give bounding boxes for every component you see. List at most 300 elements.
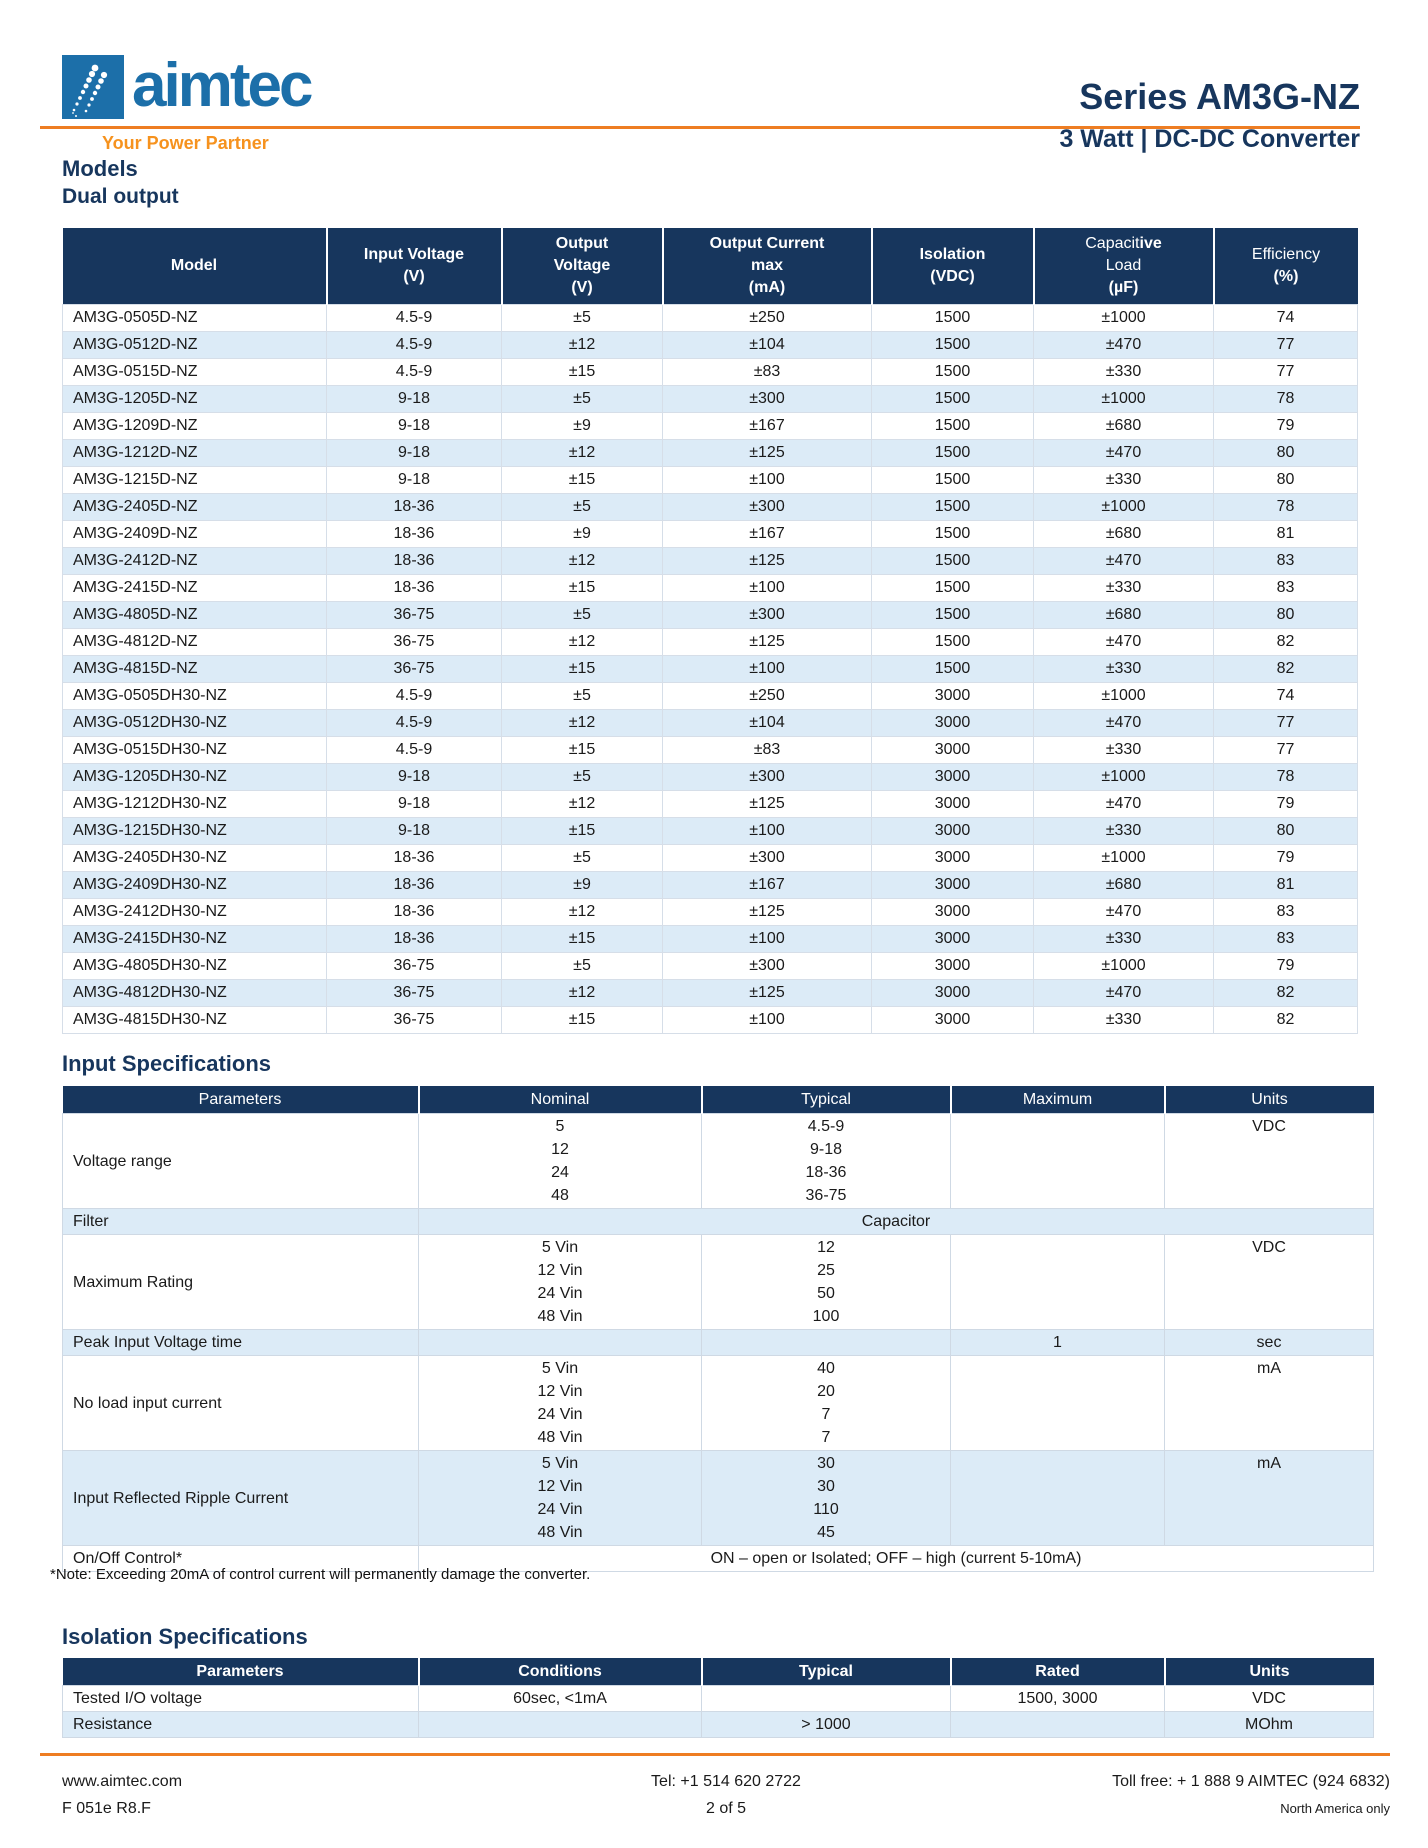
typical-value: 9-18 (809, 1141, 843, 1158)
efficiency-cell: 74 (1214, 683, 1358, 710)
units-value: MOhm (1245, 1716, 1293, 1733)
efficiency-cell: 80 (1214, 467, 1358, 494)
output-voltage-cell: ±5 (502, 764, 663, 791)
typical-cell (702, 1712, 951, 1738)
output-voltage-cell: ±15 (502, 737, 663, 764)
efficiency-cell: 80 (1214, 440, 1358, 467)
output-current-cell: ±100 (663, 1007, 872, 1034)
efficiency-cell: 74 (1214, 305, 1358, 332)
model-cell: AM3G-4815DH30-NZ (63, 1007, 327, 1034)
output-current-cell: ±100 (663, 467, 872, 494)
units-cell (1165, 1235, 1374, 1330)
header-text: (V) (571, 279, 593, 296)
capacitive-load-cell: ±330 (1034, 656, 1214, 683)
efficiency-cell: 81 (1214, 872, 1358, 899)
output-voltage-cell: ±9 (502, 413, 663, 440)
models-table-row (63, 1007, 1358, 1034)
parameter-cell: Resistance (63, 1712, 419, 1738)
efficiency-cell: 78 (1214, 494, 1358, 521)
models-table-row (63, 656, 1358, 683)
nominal-value: 48 Vin (537, 1524, 583, 1541)
models-table-row (63, 764, 1358, 791)
model-cell: AM3G-2409DH30-NZ (63, 872, 327, 899)
model-cell: AM3G-1212DH30-NZ (63, 791, 327, 818)
capacitive-load-cell: ±1000 (1034, 494, 1214, 521)
models-table-header-row (63, 228, 1358, 305)
capacitive-load-cell: ±330 (1034, 467, 1214, 494)
typical-value: 100 (812, 1308, 840, 1325)
models-table-row (63, 521, 1358, 548)
isolation-cell: 1500 (872, 386, 1034, 413)
typical-column-header: Typical (702, 1086, 951, 1114)
units-value: mA (1257, 1360, 1281, 1377)
models-table-row (63, 899, 1358, 926)
output-voltage-cell: ±15 (502, 575, 663, 602)
capacitive-load-cell: ±680 (1034, 521, 1214, 548)
units-cell (1165, 1686, 1374, 1712)
typical-value: 7 (821, 1429, 831, 1446)
output-current-cell: ±100 (663, 818, 872, 845)
output-voltage-cell: ±15 (502, 926, 663, 953)
capacitive-load-cell: ±470 (1034, 899, 1214, 926)
capacitive-load-cell: ±680 (1034, 413, 1214, 440)
footer-right (947, 1768, 1390, 1822)
typical-cell (702, 1356, 951, 1451)
capacitive-load-cell: ±1000 (1034, 305, 1214, 332)
input-voltage-cell: 4.5-9 (327, 737, 502, 764)
footer-left (40, 1768, 505, 1822)
capacitive-load-cell: ±1000 (1034, 683, 1214, 710)
models-table-row (63, 737, 1358, 764)
isolation-cell: 3000 (872, 845, 1034, 872)
header-text: Voltage (553, 257, 611, 274)
maximum-cell (951, 1330, 1165, 1356)
model-cell: AM3G-4805D-NZ (63, 602, 327, 629)
efficiency-cell: 79 (1214, 413, 1358, 440)
logo-tagline: Your Power Partner (102, 133, 269, 153)
output-voltage-cell: ±5 (502, 683, 663, 710)
maximum-cell (951, 1114, 1165, 1209)
maximum-cell (951, 1356, 1165, 1451)
efficiency-cell: 79 (1214, 845, 1358, 872)
nominal-cell (419, 1356, 702, 1451)
model-cell: AM3G-4805DH30-NZ (63, 953, 327, 980)
footer-center (505, 1768, 948, 1822)
isolation-cell: 3000 (872, 953, 1034, 980)
output-voltage-cell: ±5 (502, 305, 663, 332)
header-text: max (750, 257, 784, 274)
model-cell: AM3G-1209D-NZ (63, 413, 327, 440)
footer-doc-ref: F 051e R8.F (62, 1800, 151, 1817)
capacitive-load-cell: ±680 (1034, 602, 1214, 629)
efficiency-cell: 80 (1214, 602, 1358, 629)
model-cell: AM3G-0505D-NZ (63, 305, 327, 332)
output-voltage-cell: ±15 (502, 818, 663, 845)
models-table-row (63, 332, 1358, 359)
capacitive-load-cell: ±470 (1034, 710, 1214, 737)
rated-value: 1500, 3000 (1017, 1690, 1098, 1707)
efficiency-cell: 77 (1214, 737, 1358, 764)
spec-row (63, 1330, 1374, 1356)
efficiency-column-header (1214, 228, 1358, 305)
spec-row (63, 1686, 1374, 1712)
typical-cell (702, 1686, 951, 1712)
efficiency-cell: 81 (1214, 521, 1358, 548)
parameter-cell: Peak Input Voltage time (63, 1330, 419, 1356)
capacitive-load-cell: ±1000 (1034, 386, 1214, 413)
input-voltage-cell: 18-36 (327, 845, 502, 872)
isolation-cell: 3000 (872, 818, 1034, 845)
maximum-column-header: Maximum (951, 1086, 1165, 1114)
output-voltage-cell: ±12 (502, 791, 663, 818)
nominal-value: 48 Vin (537, 1429, 583, 1446)
isolation-cell: 1500 (872, 332, 1034, 359)
efficiency-cell: 80 (1214, 818, 1358, 845)
output-voltage-cell: ±12 (502, 629, 663, 656)
spec-row (63, 1356, 1374, 1451)
isolation-cell: 1500 (872, 413, 1034, 440)
parameter-cell: Tested I/O voltage (63, 1686, 419, 1712)
isolation-cell: 1500 (872, 359, 1034, 386)
nominal-value: 5 (555, 1118, 565, 1135)
isolation-cell: 3000 (872, 737, 1034, 764)
input-specs-table (62, 1086, 1374, 1572)
efficiency-cell: 83 (1214, 926, 1358, 953)
model-cell: AM3G-1205D-NZ (63, 386, 327, 413)
footer-tel: Tel: +1 514 620 2722 (651, 1773, 801, 1790)
model-cell: AM3G-4812D-NZ (63, 629, 327, 656)
output-current-cell: ±300 (663, 764, 872, 791)
model-cell: AM3G-2405DH30-NZ (63, 845, 327, 872)
models-table-row (63, 683, 1358, 710)
output-voltage-cell: ±15 (502, 467, 663, 494)
footer-page-number: 2 of 5 (705, 1800, 747, 1817)
input-voltage-column-header (327, 228, 502, 305)
input-voltage-cell: 9-18 (327, 386, 502, 413)
output-voltage-cell: ±15 (502, 1007, 663, 1034)
typical-value: > 1000 (801, 1716, 851, 1733)
input-voltage-cell: 36-75 (327, 1007, 502, 1034)
output-voltage-cell: ±12 (502, 548, 663, 575)
isolation-cell: 3000 (872, 791, 1034, 818)
parameter-cell: Filter (63, 1209, 419, 1235)
input-voltage-cell: 18-36 (327, 872, 502, 899)
capacitive-load-cell: ±1000 (1034, 953, 1214, 980)
capacitive-load-cell: ±1000 (1034, 764, 1214, 791)
models-heading: Models (62, 156, 138, 181)
efficiency-cell: 82 (1214, 1007, 1358, 1034)
isolation-cell: 1500 (872, 494, 1034, 521)
output-voltage-cell: ±9 (502, 521, 663, 548)
models-table-row (63, 494, 1358, 521)
typical-value: 30 (817, 1455, 835, 1472)
input-voltage-cell: 18-36 (327, 926, 502, 953)
models-table-row (63, 467, 1358, 494)
output-current-cell: ±125 (663, 440, 872, 467)
capacitive-load-column-header (1034, 228, 1214, 305)
nominal-value: 12 Vin (537, 1262, 583, 1279)
models-table-row (63, 386, 1358, 413)
nominal-cell (419, 1330, 702, 1356)
capacitive-load-cell: ±330 (1034, 818, 1214, 845)
input-voltage-cell: 4.5-9 (327, 305, 502, 332)
models-table-row (63, 575, 1358, 602)
model-cell: AM3G-0512D-NZ (63, 332, 327, 359)
units-cell (1165, 1356, 1374, 1451)
header-text: Input Voltage (363, 246, 465, 263)
model-cell: AM3G-2412D-NZ (63, 548, 327, 575)
input-voltage-cell: 36-75 (327, 629, 502, 656)
parameter-cell: Voltage range (63, 1114, 419, 1209)
models-table-row (63, 872, 1358, 899)
nominal-value: 12 Vin (537, 1383, 583, 1400)
models-table (62, 228, 1358, 1034)
title-block (1059, 76, 1360, 154)
efficiency-cell: 78 (1214, 764, 1358, 791)
output-current-cell: ±100 (663, 656, 872, 683)
model-cell: AM3G-1215DH30-NZ (63, 818, 327, 845)
typical-value: 7 (821, 1406, 831, 1423)
output-current-cell: ±104 (663, 710, 872, 737)
output-voltage-cell: ±5 (502, 386, 663, 413)
header-text: Load (1105, 257, 1142, 274)
output-current-cell: ±300 (663, 494, 872, 521)
model-cell: AM3G-2409D-NZ (63, 521, 327, 548)
footer-toll-free: Toll free: + 1 888 9 AIMTEC (924 6832) (1112, 1773, 1391, 1790)
parameter-cell: On/Off Control* (63, 1546, 419, 1572)
models-table-row (63, 305, 1358, 332)
control-current-note: *Note: Exceeding 20mA of control current will permanently damage the converter. (50, 1566, 591, 1583)
model-cell: AM3G-2405D-NZ (63, 494, 327, 521)
header-text: ive (1139, 235, 1162, 252)
nominal-value: 48 Vin (537, 1308, 583, 1325)
typical-cell (702, 1235, 951, 1330)
header-text: Capacit (1085, 235, 1140, 252)
output-current-cell: ±83 (663, 359, 872, 386)
isolation-cell: 1500 (872, 575, 1034, 602)
input-voltage-cell: 18-36 (327, 899, 502, 926)
models-table-row (63, 926, 1358, 953)
nominal-value: 12 Vin (537, 1478, 583, 1495)
output-voltage-cell: ±15 (502, 656, 663, 683)
header-text: (V) (403, 268, 425, 285)
header-text: (VDC) (930, 268, 975, 285)
spec-row (63, 1451, 1374, 1546)
output-voltage-cell: ±5 (502, 602, 663, 629)
series-subtitle: 3 Watt | DC-DC Converter (1059, 125, 1360, 154)
output-current-cell: ±167 (663, 413, 872, 440)
units-value: VDC (1252, 1690, 1286, 1707)
rated-column-header: Rated (951, 1658, 1165, 1686)
parameters-column-header: Parameters (63, 1086, 419, 1114)
input-voltage-cell: 36-75 (327, 602, 502, 629)
input-voltage-cell: 18-36 (327, 575, 502, 602)
units-cell (1165, 1330, 1374, 1356)
capacitive-load-cell: ±330 (1034, 737, 1214, 764)
maximum-cell (951, 1235, 1165, 1330)
nominal-value: 24 Vin (537, 1285, 583, 1302)
isolation-cell: 1500 (872, 656, 1034, 683)
efficiency-cell: 82 (1214, 629, 1358, 656)
capacitive-load-cell: ±330 (1034, 1007, 1214, 1034)
typical-value: 12 (817, 1239, 835, 1256)
input-voltage-cell: 9-18 (327, 791, 502, 818)
output-voltage-cell: ±15 (502, 359, 663, 386)
input-voltage-cell: 36-75 (327, 656, 502, 683)
isolation-cell: 1500 (872, 440, 1034, 467)
typical-value: 110 (813, 1501, 839, 1518)
conditions-value: 60sec, <1mA (513, 1690, 607, 1707)
series-title: Series AM3G-NZ (1079, 76, 1360, 117)
aimtec-logo-icon (62, 55, 124, 119)
units-value: VDC (1252, 1239, 1286, 1256)
span-value-cell: ON – open or Isolated; OFF – high (current 5-10mA) (419, 1546, 1374, 1572)
model-cell: AM3G-2412DH30-NZ (63, 899, 327, 926)
spec-row (63, 1114, 1374, 1209)
input-specs-header-row (63, 1086, 1374, 1114)
isolation-cell: 3000 (872, 683, 1034, 710)
capacitive-load-cell: ±470 (1034, 548, 1214, 575)
output-voltage-cell: ±12 (502, 899, 663, 926)
isolation-cell: 1500 (872, 548, 1034, 575)
input-voltage-cell: 4.5-9 (327, 332, 502, 359)
input-voltage-cell: 9-18 (327, 764, 502, 791)
isolation-cell: 1500 (872, 305, 1034, 332)
capacitive-load-cell: ±470 (1034, 440, 1214, 467)
models-table-row (63, 953, 1358, 980)
input-voltage-cell: 18-36 (327, 494, 502, 521)
typical-value: 25 (817, 1262, 835, 1279)
models-table-row (63, 602, 1358, 629)
output-current-cell: ±100 (663, 926, 872, 953)
efficiency-cell: 82 (1214, 980, 1358, 1007)
output-voltage-cell: ±9 (502, 872, 663, 899)
header-text: Efficiency (1251, 246, 1321, 263)
isolation-cell: 1500 (872, 521, 1034, 548)
model-cell: AM3G-4815D-NZ (63, 656, 327, 683)
output-current-cell: ±100 (663, 575, 872, 602)
conditions-cell (419, 1686, 702, 1712)
rated-cell (951, 1712, 1165, 1738)
nominal-value: 24 (551, 1164, 569, 1181)
output-current-column-header (663, 228, 872, 305)
models-table-row (63, 710, 1358, 737)
isolation-cell: 3000 (872, 764, 1034, 791)
nominal-value: 5 Vin (541, 1239, 579, 1256)
units-value: sec (1256, 1334, 1282, 1351)
models-table-row (63, 629, 1358, 656)
units-value: mA (1257, 1455, 1281, 1472)
model-column-header (63, 228, 327, 305)
output-current-cell: ±125 (663, 791, 872, 818)
isolation-cell: 1500 (872, 602, 1034, 629)
efficiency-cell: 83 (1214, 575, 1358, 602)
input-voltage-cell: 18-36 (327, 548, 502, 575)
parameter-cell: Maximum Rating (63, 1235, 419, 1330)
isolation-cell: 3000 (872, 710, 1034, 737)
rated-cell (951, 1686, 1165, 1712)
output-voltage-column-header (502, 228, 663, 305)
span-value-cell: Capacitor (419, 1209, 1374, 1235)
output-current-cell: ±125 (663, 899, 872, 926)
output-current-cell: ±125 (663, 548, 872, 575)
footer-orange-rule (40, 1753, 1390, 1756)
output-current-cell: ±83 (663, 737, 872, 764)
output-current-cell: ±300 (663, 386, 872, 413)
output-current-cell: ±300 (663, 953, 872, 980)
input-voltage-cell: 9-18 (327, 413, 502, 440)
capacitive-load-cell: ±470 (1034, 332, 1214, 359)
output-current-cell: ±250 (663, 683, 872, 710)
typical-cell (702, 1114, 951, 1209)
isolation-specs-header-row (63, 1658, 1374, 1686)
capacitive-load-cell: ±470 (1034, 980, 1214, 1007)
efficiency-cell: 79 (1214, 953, 1358, 980)
efficiency-cell: 77 (1214, 359, 1358, 386)
typical-cell (702, 1330, 951, 1356)
footer-website: www.aimtec.com (62, 1773, 183, 1790)
model-cell: AM3G-2415D-NZ (63, 575, 327, 602)
capacitive-load-cell: ±680 (1034, 872, 1214, 899)
dual-output-heading: Dual output (62, 185, 179, 208)
page-footer (40, 1768, 1390, 1822)
model-cell: AM3G-0515D-NZ (63, 359, 327, 386)
efficiency-cell: 83 (1214, 899, 1358, 926)
models-table-row (63, 791, 1358, 818)
header-text: Model (170, 257, 218, 274)
spec-row (63, 1209, 1374, 1235)
efficiency-cell: 83 (1214, 548, 1358, 575)
capacitive-load-cell: ±470 (1034, 629, 1214, 656)
nominal-cell (419, 1451, 702, 1546)
typical-cell (702, 1451, 951, 1546)
output-current-cell: ±167 (663, 521, 872, 548)
input-voltage-cell: 9-18 (327, 440, 502, 467)
capacitive-load-cell: ±1000 (1034, 845, 1214, 872)
units-value: VDC (1252, 1118, 1286, 1135)
input-voltage-cell: 4.5-9 (327, 359, 502, 386)
units-column-header: Units (1165, 1086, 1374, 1114)
spec-row (63, 1235, 1374, 1330)
output-current-cell: ±300 (663, 845, 872, 872)
input-voltage-cell: 18-36 (327, 521, 502, 548)
aimtec-wordmark: aimtec (132, 51, 311, 120)
spec-row (63, 1712, 1374, 1738)
model-cell: AM3G-0512DH30-NZ (63, 710, 327, 737)
typical-column-header: Typical (702, 1658, 951, 1686)
isolation-column-header (872, 228, 1034, 305)
typical-value: 18-36 (805, 1164, 847, 1181)
nominal-column-header: Nominal (419, 1086, 702, 1114)
maximum-value: 1 (1053, 1334, 1062, 1351)
nominal-value: 12 (551, 1141, 569, 1158)
footer-region: North America only (1280, 1801, 1391, 1816)
input-voltage-cell: 36-75 (327, 980, 502, 1007)
input-voltage-cell: 36-75 (327, 953, 502, 980)
isolation-cell: 1500 (872, 467, 1034, 494)
efficiency-cell: 82 (1214, 656, 1358, 683)
aimtec-logo (62, 51, 311, 120)
header-text: Output Current (709, 235, 825, 252)
typical-value: 40 (817, 1360, 835, 1377)
typical-value: 36-75 (805, 1187, 847, 1204)
units-cell (1165, 1451, 1374, 1546)
capacitive-load-cell: ±330 (1034, 575, 1214, 602)
header-text: Isolation (919, 246, 986, 263)
parameter-cell: No load input current (63, 1356, 419, 1451)
model-cell: AM3G-2415DH30-NZ (63, 926, 327, 953)
maximum-cell (951, 1451, 1165, 1546)
